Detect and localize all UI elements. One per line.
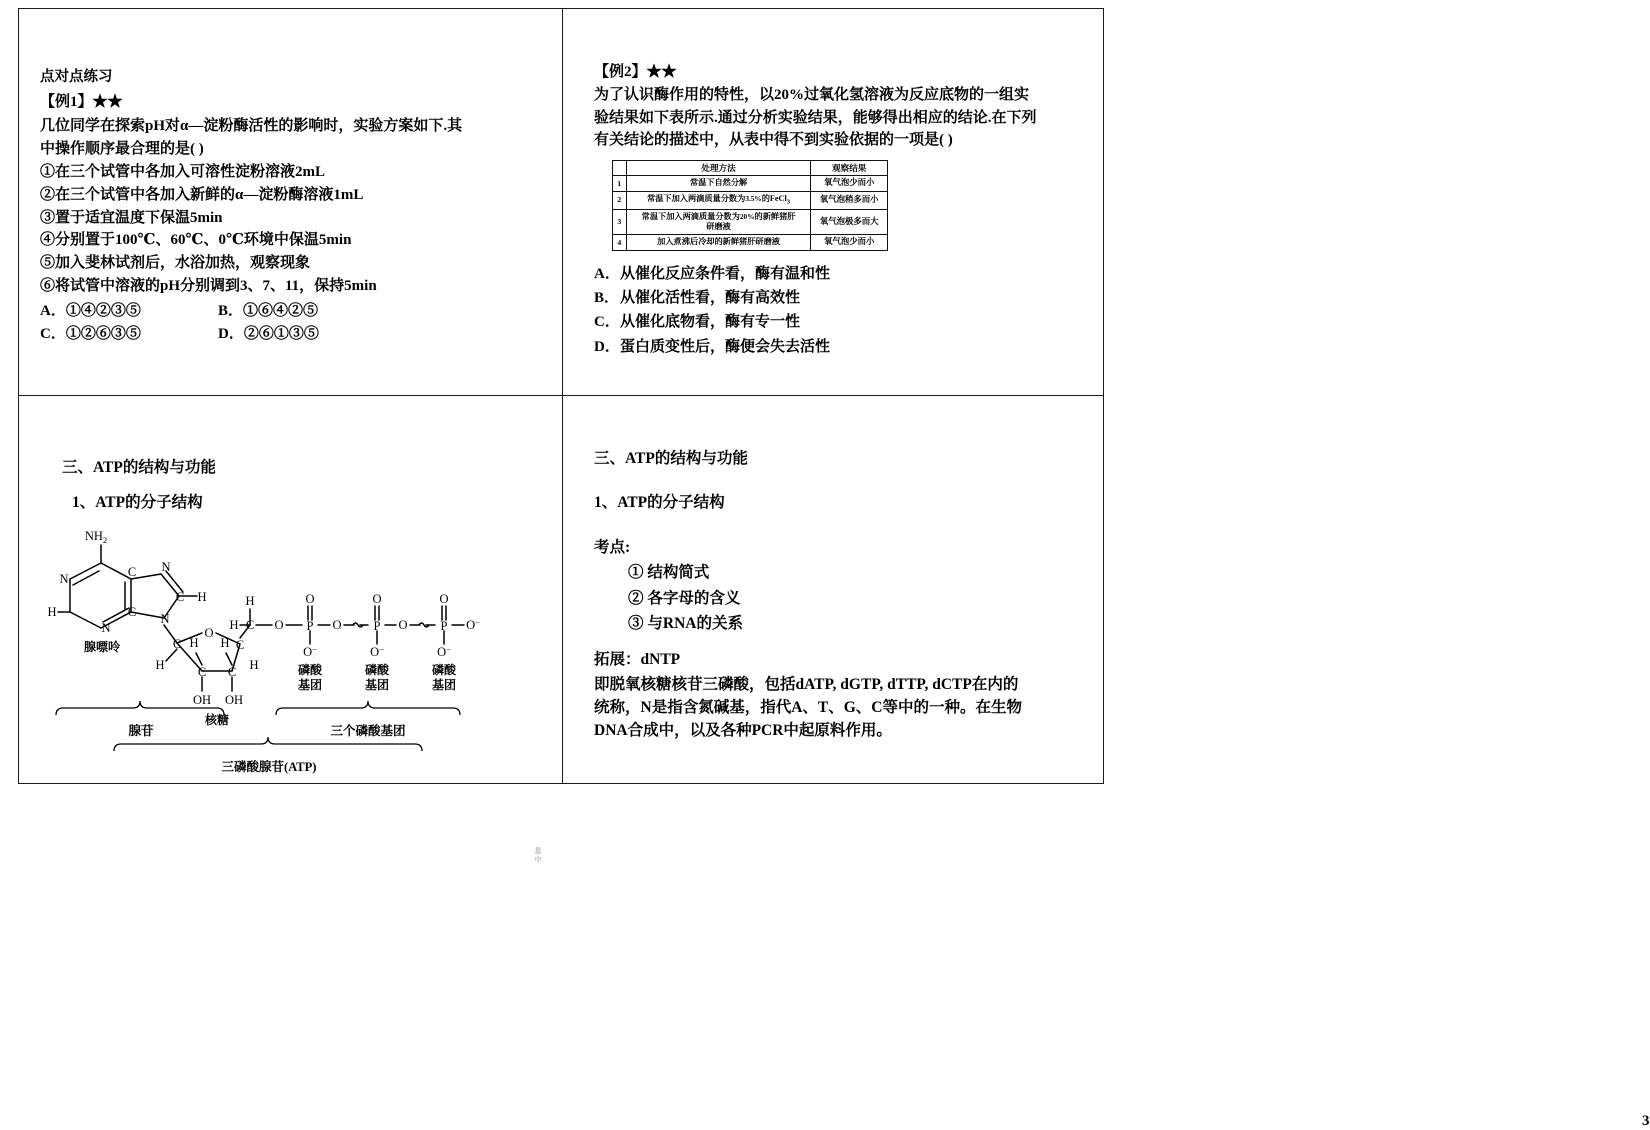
atom-label-c3p: C <box>227 665 237 679</box>
extension-line-1: 即脱氧核糖核苷三磷酸，包括dATP, dGTP, dTTP, dCTP在内的 <box>594 675 1019 693</box>
figure-label-three-phosphates: 三个磷酸基团 <box>330 724 406 738</box>
atp-structure-svg <box>44 513 544 774</box>
brace-three-phosphates <box>276 701 460 715</box>
example1-option-row-2 <box>40 323 540 346</box>
example2-options <box>594 262 1084 359</box>
example1-step-6: ⑥将试管中溶液的pH分别调到3、7、11，保持5min <box>40 278 377 295</box>
example2-option-c[interactable]: C．从催化底物看，酶有专一性 <box>594 314 801 331</box>
page-number: 3 <box>1642 1113 1650 1129</box>
extension-label: 拓展：dNTP <box>594 650 681 668</box>
atom-label-h-c5p-left: H <box>229 618 239 632</box>
figure-label-adenine: 腺嘌呤 <box>83 640 121 654</box>
table-cell-result: 氧气泡少而小 <box>811 176 888 192</box>
brace-atp-full <box>114 737 422 751</box>
example1-step-5: ⑤加入斐林试剂后，水浴加热，观察现象 <box>40 255 311 272</box>
example2-option-d[interactable]: D．蛋白质变性后，酶便会失去活性 <box>594 338 831 355</box>
atom-label-h-c3p: H <box>220 636 230 650</box>
table-cell-method: 常温下加入两滴质量分数为20%的新鲜猪肝 研磨液 <box>626 209 811 235</box>
table-row <box>613 176 888 192</box>
atom-label-h-c2p: H <box>189 636 199 650</box>
table-cell-method: 常温下自然分解 <box>626 176 811 192</box>
practice-heading: 点对点练习 <box>40 69 113 85</box>
example1-option-b[interactable]: B．①⑥④②⑤ <box>218 302 319 319</box>
figure-label-phosphate-2: 磷酸 <box>364 663 390 677</box>
example1-option-d[interactable]: D．②⑥①③⑤ <box>218 326 319 343</box>
atom-label-h-c5p-top: H <box>245 594 255 608</box>
atom-label-o-p2-minus: O− <box>370 644 384 659</box>
table-cell-result: 氧气泡少而小 <box>811 235 888 251</box>
figure-label-phosphate-2b: 基团 <box>364 678 390 692</box>
figure-label-adenosine: 腺苷 <box>128 724 154 738</box>
atom-label-o-p1-double: O <box>305 592 315 606</box>
figure-label-atp-full: 三磷酸腺苷(ATP) <box>221 760 317 774</box>
example1-options <box>40 300 540 347</box>
table-header-result: 观察结果 <box>811 160 888 176</box>
table-header-row <box>613 160 888 176</box>
example1-step-3: ③置于适宜温度下保温5min <box>40 209 223 226</box>
example1-step-1: ①在三个试管中各加入可溶性淀粉溶液2mL <box>40 164 326 181</box>
example2-option-a[interactable]: A．从催化反应条件看，酶有温和性 <box>594 265 831 282</box>
atom-label-h-c1p: H <box>155 658 165 672</box>
slide-top-right <box>562 8 1104 395</box>
bl-section-title: 三、ATP的结构与功能 <box>62 459 216 476</box>
br-section-subtitle: 1、ATP的分子结构 <box>594 493 725 511</box>
table-header-index <box>613 160 627 176</box>
keypoint-item-2: ② 各字母的含义 <box>628 589 741 607</box>
table-row <box>613 235 888 251</box>
bottom-right-content <box>594 447 1086 742</box>
atom-label-nh2: $NH_2$ <box>84 529 108 545</box>
atp-structure-figure <box>44 513 544 774</box>
table-cell-index: 3 <box>613 209 627 235</box>
atom-label-ring-o: O <box>204 626 214 640</box>
atom-label-o-bridge-1: O <box>332 618 342 632</box>
slide-top-left <box>18 8 562 395</box>
keypoints-label: 考点: <box>594 538 631 556</box>
atom-label-p1: P <box>306 619 314 633</box>
slide-bottom-right <box>562 395 1650 1129</box>
example2-stem-line-3: 有关结论的描述中，从表中得不到实验依据的一项是( ) <box>594 132 953 148</box>
experiment-table-wrapper <box>612 160 1084 251</box>
atom-label-n3: N <box>101 621 111 635</box>
atom-label-o-p3-terminal: O− <box>466 617 480 632</box>
table-cell-result: 氧气泡稍多而小 <box>811 191 888 209</box>
figure-label-phosphate-1b: 基团 <box>297 678 323 692</box>
figure-label-phosphate-3: 磷酸 <box>431 663 457 677</box>
experiment-table <box>612 160 888 251</box>
atom-label-o-p3-minus: O− <box>437 644 451 659</box>
keypoint-item-3: ③ 与RNA的关系 <box>628 614 743 632</box>
atom-label-o-p1-minus: O− <box>303 644 317 659</box>
slide-bottom-left <box>18 395 562 864</box>
example1-option-row-1 <box>40 300 540 323</box>
atom-label-p2: P <box>373 619 381 633</box>
atom-label-c4: C <box>127 605 137 619</box>
atom-label-c5: C <box>127 565 137 579</box>
example2-option-b[interactable]: B．从催化活性看，酶有高效性 <box>594 289 801 306</box>
br-section-title: 三、ATP的结构与功能 <box>594 450 748 467</box>
example2-stem-line-2: 验结果如下表所示.通过分析实验结果，能够得出相应的结论.在下列 <box>594 109 1037 126</box>
example1-option-a[interactable]: A．①④②③⑤ <box>40 302 141 319</box>
example1-stem-line-1: 几位同学在探索pH对α—淀粉酶活性的影响时，实验方案如下.其 <box>40 118 463 135</box>
example2-stem-line-1: 为了认识酶作用的特性，以20%过氧化氢溶液为反应底物的一组实 <box>594 87 1030 103</box>
atom-label-o-ester: O <box>274 618 284 632</box>
extension-line-2: 统称，N是指含氮碱基，指代A、T、G、C等中的一种。在生物 <box>594 698 1022 716</box>
atom-label-o-p3-double: O <box>439 592 449 606</box>
table-cell-result: 氧气泡极多而大 <box>811 209 888 235</box>
atom-label-o-bridge-2: O <box>398 618 408 632</box>
top-left-content <box>40 66 540 346</box>
atom-label-c2p: C <box>197 665 207 679</box>
atom-label-o-p2-double: O <box>372 592 382 606</box>
extension-line-3: DNA合成中，以及各种PCR中起原料作用。 <box>594 722 892 740</box>
atom-label-h-c8: H <box>197 590 207 604</box>
table-cell-index: 1 <box>613 176 627 192</box>
atom-label-oh-2p: OH <box>192 693 212 707</box>
figure-label-phosphate-3b: 基团 <box>431 678 457 692</box>
table-cell-index: 2 <box>613 191 627 209</box>
example2-label: 【例2】★★ <box>594 64 677 80</box>
figure-label-phosphate-1: 磷酸 <box>297 663 323 677</box>
table-cell-index: 4 <box>613 235 627 251</box>
atom-label-h-c2: H <box>47 605 57 619</box>
atom-label-h-c4p: H <box>249 658 259 672</box>
atom-label-n1: N <box>59 572 69 586</box>
example1-stem-line-2: 中操作顺序最合理的是( ) <box>40 141 204 158</box>
atom-label-n7: N <box>161 560 171 574</box>
example1-label: 【例1】★★ <box>40 94 123 111</box>
bl-section-subtitle: 1、ATP的分子结构 <box>72 494 203 511</box>
atom-label-oh-3p: OH <box>224 693 244 707</box>
table-row <box>613 209 888 235</box>
table-cell-method: 加入煮沸后冷却的新鲜猪肝研磨液 <box>626 235 811 251</box>
atom-label-c1p: C <box>172 637 182 651</box>
example1-step-4: ④分别置于100℃、60℃、0℃环境中保温5min <box>40 232 352 249</box>
table-row <box>613 191 888 209</box>
atom-label-c8: C <box>175 590 185 604</box>
keypoint-item-1: ① 结构简式 <box>628 564 710 582</box>
atom-label-c5p: C <box>245 618 255 632</box>
table-cell-method: 常温下加入两滴质量分数为3.5%的FeCl$_3$ <box>626 191 811 209</box>
example1-step-2: ②在三个试管中各加入新鲜的α—淀粉酶溶液1mL <box>40 186 364 203</box>
atom-label-c4p: C <box>235 638 245 652</box>
atom-label-p3: P <box>440 619 448 633</box>
atom-label-n9: N <box>160 612 170 626</box>
watermark-text: 星 中 <box>534 847 542 864</box>
table-header-method: 处理方法 <box>626 160 811 176</box>
figure-label-ribose: 核糖 <box>204 713 230 727</box>
example1-option-c[interactable]: C．①②⑥③⑤ <box>40 326 141 343</box>
top-right-content <box>594 60 1084 359</box>
